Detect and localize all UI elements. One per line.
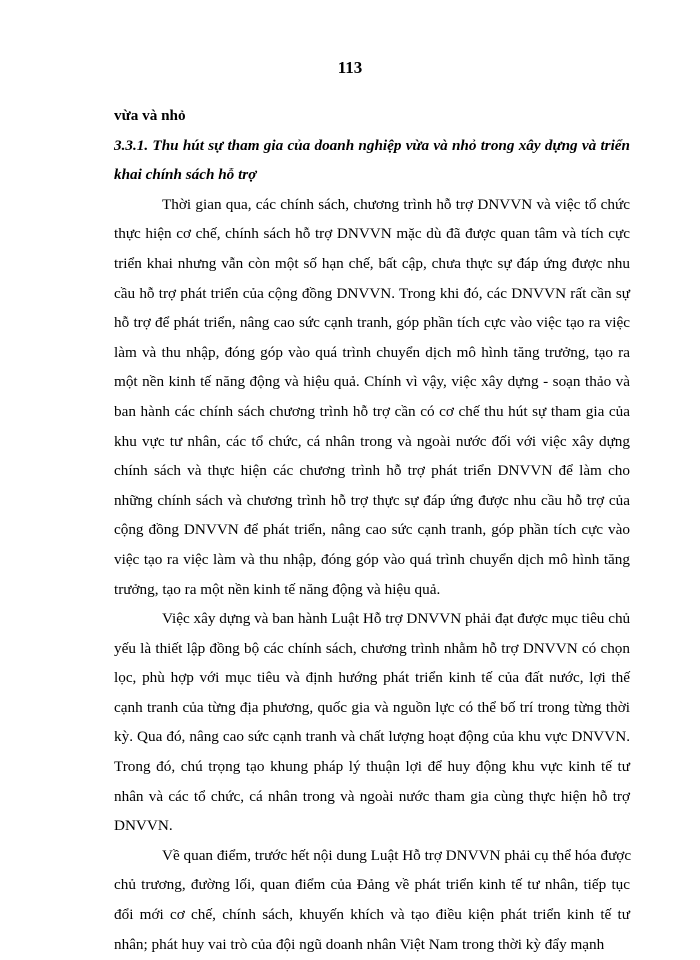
paragraph-line: cầu hỗ trợ phát triển của cộng đồng DNVVN. Trong khi đó, các DNVVN rất cần sự (114, 284, 630, 302)
paragraph-line: ban hành các chính sách chương trình hỗ trợ cần có cơ chế thu hút sự tham gia của (114, 402, 630, 420)
paragraph-line: chính sách và thực hiện các chương trình hỗ trợ phát triển DNVVN để làm cho (114, 462, 630, 480)
paragraph-line: khu vực tư nhân, các tổ chức, cá nhân trong và ngoài nước đối với việc xây dựng (114, 432, 630, 450)
paragraph-line: một nền kinh tế năng động và hiệu quả. Chính vì vậy, việc xây dựng - soạn thảo và (114, 373, 630, 391)
paragraph-line: chủ trương, đường lối, quan điểm của Đảng về phát triển kinh tế tư nhân, tiếp tục (114, 876, 630, 894)
body-paragraphs (114, 190, 630, 959)
paragraph-line: cộng đồng DNVVN để phát triển, nâng cao sức cạnh tranh, góp phần tích cực vào (114, 521, 630, 539)
paragraph-line: yếu là thiết lập đồng bộ các chính sách, chương trình nhằm hỗ trợ DNVVN có chọn (114, 639, 630, 657)
paragraph-line: lọc, phù hợp với mục tiêu và định hướng phát triển kinh tế của đất nước, lợi thế (114, 669, 630, 687)
section-heading-line-1: 3.3.1. Thu hút sự tham gia của doanh nghiệp vừa và nhỏ trong xây dựng và triển (114, 136, 630, 154)
section-heading-line-2: khai chính sách hỗ trợ (114, 166, 257, 184)
paragraph-line: Trong đó, chú trọng tạo khung pháp lý thuận lợi để huy động khu vực kinh tế tư (114, 758, 630, 776)
paragraph (114, 604, 630, 841)
paragraph-line: hỗ trợ để phát triển, nâng cao sức cạnh tranh, góp phần tích cực vào việc tạo ra việc (114, 314, 630, 332)
paragraph-line: triển khai nhưng vẫn còn một số hạn chế, bất cập, chưa thực sự đáp ứng được nhu (114, 254, 630, 272)
paragraph-line: Việc xây dựng và ban hành Luật Hỗ trợ DNVVN phải đạt được mục tiêu chủ (162, 610, 631, 628)
paragraph-line: thực hiện cơ chế, chính sách hỗ trợ DNVVN mặc dù đã được quan tâm và tích cực (114, 225, 630, 243)
page-number: 113 (337, 58, 363, 77)
paragraph (114, 190, 630, 604)
continuation-heading: vừa và nhỏ (114, 107, 186, 124)
paragraph-line: Về quan điểm, trước hết nội dung Luật Hỗ trợ DNVVN phải cụ thể hóa được (162, 846, 632, 864)
paragraph-line: Thời gian qua, các chính sách, chương trình hỗ trợ DNVVN và việc tổ chức (162, 195, 630, 213)
paragraph (114, 841, 630, 959)
paragraph-line: DNVVN. (114, 817, 173, 835)
paragraph-line: làm và thu nhập, đóng góp vào quá trình chuyển dịch mô hình tăng trưởng, tạo ra (114, 343, 630, 361)
page-body (114, 101, 630, 959)
paragraph-line: trưởng, tạo ra một nền kinh tế năng động và hiệu quả. (114, 580, 441, 598)
paragraph-line: nhân và các tổ chức, cá nhân trong và ngoài nước tham gia cùng thực hiện hỗ trợ (114, 787, 630, 805)
paragraph-line: những chính sách và chương trình hỗ trợ thực sự đáp ứng được nhu cầu hỗ trợ của (114, 491, 630, 509)
paragraph-line: đổi mới cơ chế, chính sách, khuyến khích và tạo điều kiện phát triển kinh tế tư (114, 906, 630, 924)
paragraph-line: việc tạo ra việc làm và thu nhập, đóng góp vào quá trình chuyển dịch mô hình tăng (114, 550, 630, 568)
paragraph-line: cạnh tranh của từng địa phương, quốc gia và nguồn lực có thể bố trí trong từng thời (114, 698, 630, 716)
paragraph-line: kỳ. Qua đó, nâng cao sức cạnh tranh và chất lượng hoạt động của khu vực DNVVN. (114, 728, 630, 746)
paragraph-line: nhân; phát huy vai trò của đội ngũ doanh nhân Việt Nam trong thời kỳ đẩy mạnh (114, 935, 605, 953)
